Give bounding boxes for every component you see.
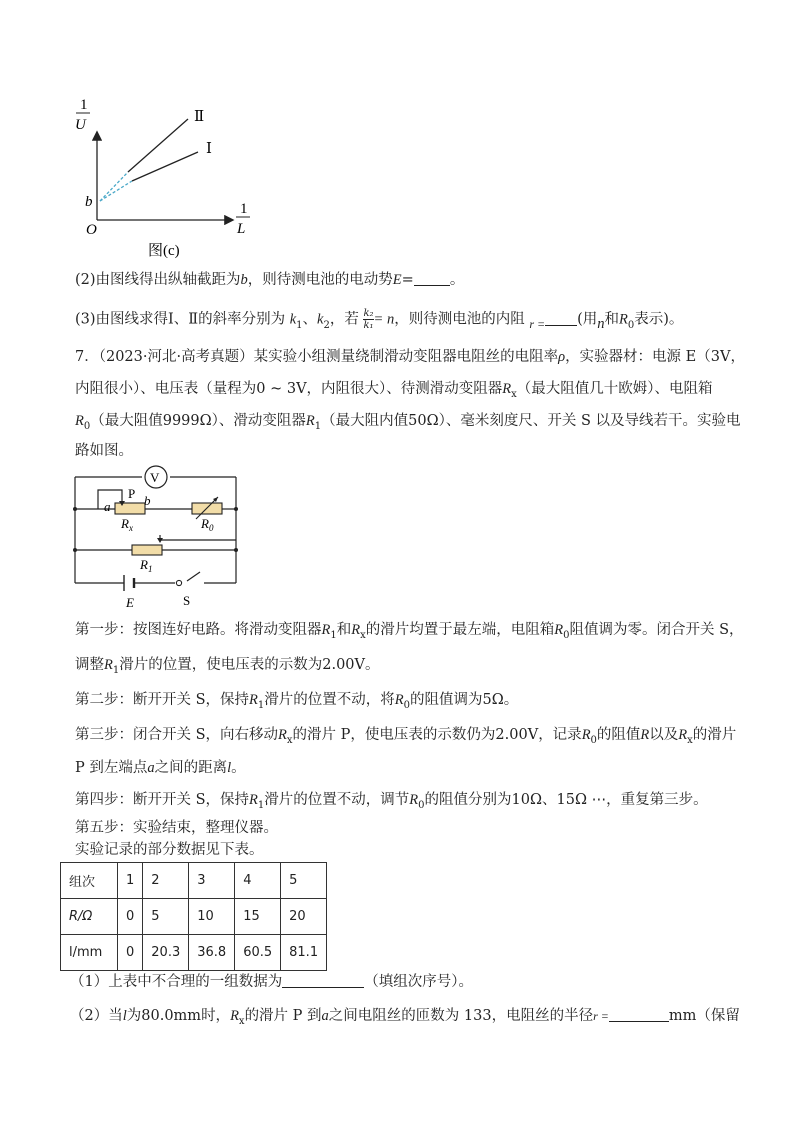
- point-b-label: b: [144, 493, 151, 508]
- line-2-label: Ⅱ: [194, 109, 205, 125]
- rx-label: $R_x$: [121, 516, 133, 533]
- x-label-num: 1: [240, 201, 248, 217]
- slider-p-label: P: [128, 486, 136, 501]
- voltmeter: [145, 466, 167, 488]
- r0-label: $R_0$: [201, 516, 214, 533]
- table-cell: 5: [143, 899, 189, 935]
- answer-blank-emf[interactable]: [414, 271, 450, 286]
- table-cell: 81.1: [281, 935, 327, 971]
- step-1-line-1: 第一步：按图连好电路。将滑动变阻器$R_1$和$R_x$的滑片均置于最左端，电阻箱$R_0$阻值调为零。闭合开关 S，: [75, 622, 744, 641]
- answer-blank-radius[interactable]: [609, 1007, 669, 1022]
- r1-label: $R_1$: [140, 557, 153, 574]
- y-label-den: U: [75, 117, 86, 133]
- sub-question-1: （1）上表中不合理的一组数据为 （填组次序号）。: [70, 974, 473, 990]
- sub-question-2: （2）当l为80.0mm时，$R_x$的滑片 P 到a之间电阻丝的匝数为 133，电阻丝的半径r = mm（保留: [70, 1008, 740, 1027]
- step-3-line-1: 第三步：闭合开关 S，向右移动$R_x$的滑片 P，使电压表的示数仍为2.00V，记录$R_0$的阻值R以及$R_x$的滑片: [75, 727, 737, 746]
- table-cell: 组次: [61, 863, 118, 899]
- slope-ratio-fraction: $\frac{\text{k₂}}{\text{k₁}}$: [363, 308, 374, 331]
- table-cell: l/mm: [61, 935, 118, 971]
- step-2: 第二步：断开开关 S，保持$R_1$滑片的位置不动，将$R_0$的阻值调为5Ω。: [75, 692, 519, 711]
- graph-caption: 图(c): [148, 243, 180, 259]
- problem-7-line-4: 路如图。: [75, 443, 133, 459]
- table-cell: 15: [235, 899, 281, 935]
- table-cell: 20.3: [143, 935, 189, 971]
- table-cell: 5: [281, 863, 327, 899]
- table-cell: 20: [281, 899, 327, 935]
- line-1-label: Ⅰ: [206, 141, 212, 157]
- table-cell: 60.5: [235, 935, 281, 971]
- table-row: [61, 935, 327, 971]
- line-1: [132, 152, 198, 181]
- point-a-label: a: [104, 499, 111, 514]
- table-cell: 2: [143, 863, 189, 899]
- step-5: 第五步：实验结束，整理仪器。: [75, 820, 278, 836]
- resistor-rx: [115, 503, 145, 514]
- switch-label: S: [183, 593, 191, 608]
- table-cell: R/Ω: [61, 899, 118, 935]
- data-table: [60, 862, 327, 971]
- problem-7-line-1: 7．（2023·河北·高考真题）某实验小组测量绕制滑动变阻器电阻丝的电阻率ρ，实验器材：电源 E（3V，: [75, 349, 745, 365]
- question-3: (3)由图线求得Ⅰ、Ⅱ的斜率分别为 $k_1$、$k_2$，若 $\frac{\text{k₂}}{\text{k₁}}$ = n，则待测电池的内阻 $_{r =}$ (用n和$R_0$表示)。: [75, 308, 684, 332]
- table-cell: 36.8: [189, 935, 235, 971]
- battery-label: E: [126, 595, 134, 610]
- table-row: [61, 863, 327, 899]
- x-label-den: L: [237, 221, 246, 237]
- y-label-num: 1: [80, 97, 88, 113]
- table-cell: 4: [235, 863, 281, 899]
- table-cell: 10: [189, 899, 235, 935]
- table-cell: 0: [118, 935, 143, 971]
- problem-7-line-3: $R_0$（最大阻值9999Ω）、滑动变阻器$R_1$（最大阻内值50Ω）、毫米刻度尺、开关 S 以及导线若干。实验电: [75, 413, 741, 432]
- rheostat-r1: [132, 545, 162, 555]
- answer-blank-resistance[interactable]: [545, 311, 577, 326]
- line-1-dashed: [100, 181, 132, 201]
- svg-text:V: V: [150, 470, 160, 485]
- switch-s: [176, 580, 181, 585]
- step-1-line-2: 调整$R_1$滑片的位置，使电压表的示数为2.00V。: [75, 657, 380, 676]
- battery-e: [124, 575, 134, 591]
- table-intro: 实验记录的部分数据见下表。: [75, 842, 264, 858]
- graph-c: [70, 95, 270, 260]
- step-3-line-2: P 到左端点a之间的距离l。: [75, 760, 246, 776]
- step-4: 第四步：断开开关 S，保持$R_1$滑片的位置不动，调节$R_0$的阻值分别为10Ω、15Ω ⋯，重复第三步。: [75, 792, 708, 811]
- problem-7-line-2: 内阻很小）、电压表（量程为0 ~ 3V，内阻很大）、待测滑动变阻器$R_x$（最大阻值几十欧姆）、电阻箱: [75, 381, 713, 400]
- line-2: [128, 119, 188, 172]
- intercept-label: b: [85, 194, 93, 210]
- circuit-diagram: [60, 465, 260, 613]
- table-cell: 1: [118, 863, 143, 899]
- table-cell: 0: [118, 899, 143, 935]
- answer-blank-group[interactable]: [282, 973, 364, 988]
- origin-label: O: [86, 222, 97, 238]
- question-2: (2)由图线得出纵轴截距为b，则待测电池的电动势E= 。: [75, 272, 465, 288]
- table-cell: 3: [189, 863, 235, 899]
- table-row: [61, 899, 327, 935]
